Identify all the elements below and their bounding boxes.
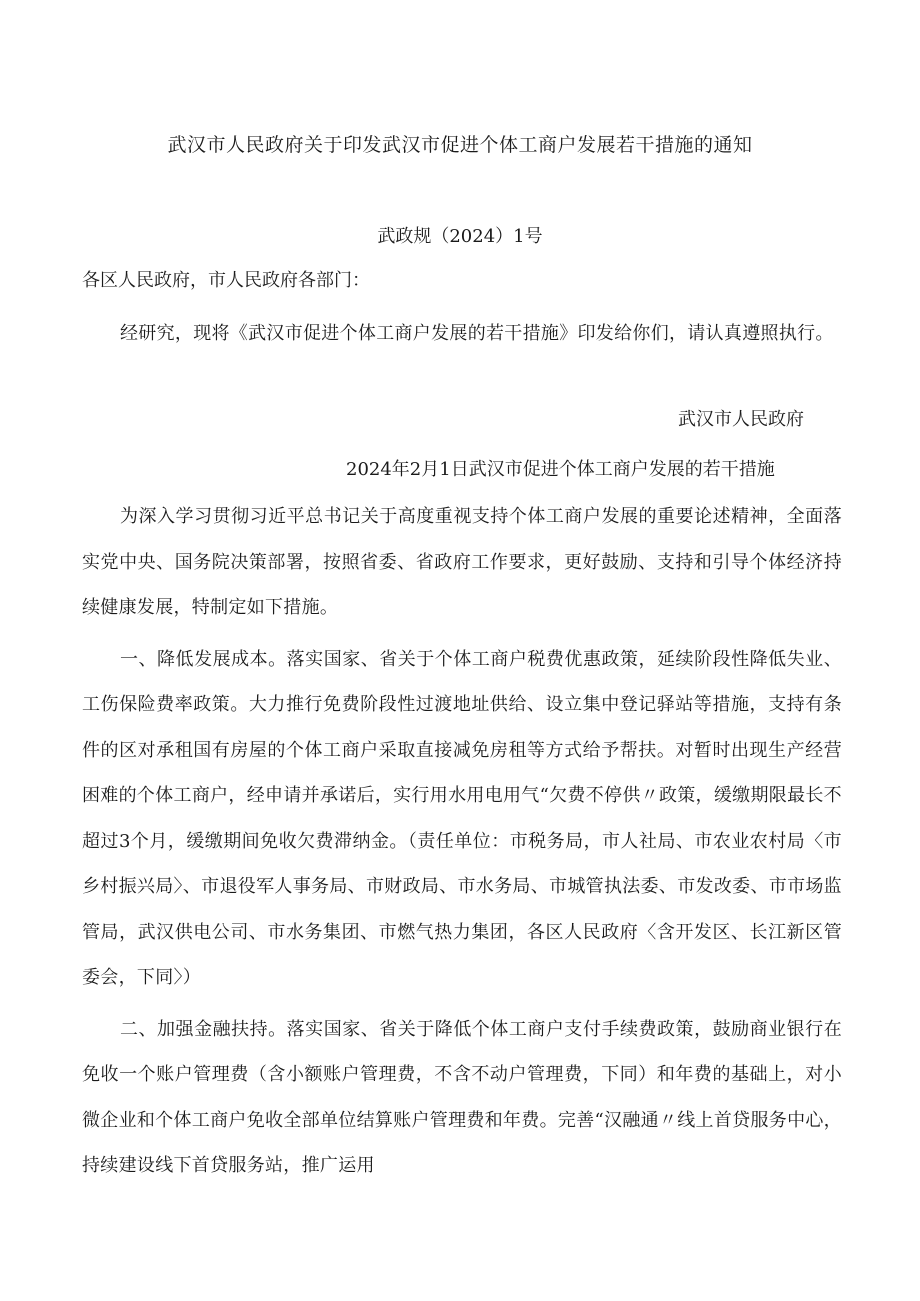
document-title: 武汉市人民政府关于印发武汉市促进个体工商户发展若干措施的通知 xyxy=(167,134,753,156)
intro-paragraph: 经研究，现将《武汉市促进个体工商户发展的若干措施》印发给你们，请认真遵照执行。 xyxy=(120,323,834,344)
body-text xyxy=(82,494,842,1189)
body-paragraph: 一、降低发展成本。落实国家、省关于个体工商户税费优惠政策，延续阶段性降低失业、工伤保险费率政策。大力推行免费阶段性过渡地址供给、设立集中登记驿站等措施，支持有条件的区对承租国有房屋的个体工商户采取直接减免房租等方式给予帮扶。对暂时出现生产经营困难的个体工商户，经申请并承诺后，实行用水用电用气“欠费不停供〃政策，缓缴期限最长不超过3个月，缓缴期间免收欠费滞纳金。（责任单位：市税务局，市人社局、市农业农村局〈市乡村振兴局〉、市退役军人事务局、市财政局、市水务局、市城管执法委、市发改委、市市场监管局，武汉供电公司、市水务集团、市燃气热力集团，各区人民政府〈含开发区、长江新区管委会，下同〉） xyxy=(82,648,842,988)
salutation: 各区人民政府，市人民政府各部门： xyxy=(82,270,370,291)
body-paragraph: 为深入学习贯彻习近平总书记关于高度重视支持个体工商户发展的重要论述精神，全面落实党中央、国务院决策部署，按照省委、省政府工作要求，更好鼓励、支持和引导个体经济持续健康发展，特制定如下措施。 xyxy=(82,506,842,618)
signer: 武汉市人民政府 xyxy=(678,409,804,430)
document-number: 武政规（2024）1号 xyxy=(377,226,543,247)
body-paragraph: 二、加强金融扶持。落实国家、省关于降低个体工商户支付手续费政策，鼓励商业银行在免收一个账户管理费（含小额账户管理费，不含不动户管理费，下同）和年费的基础上，对小微企业和个体工商户免收全部单位结算账户管理费和年费。完善“汉融通〃线上首贷服务中心，持续建设线下首贷服务站，推广运用 xyxy=(82,1018,842,1176)
date-and-heading: 2024年2月1日武汉市促进个体工商户发展的若干措施 xyxy=(346,459,775,480)
